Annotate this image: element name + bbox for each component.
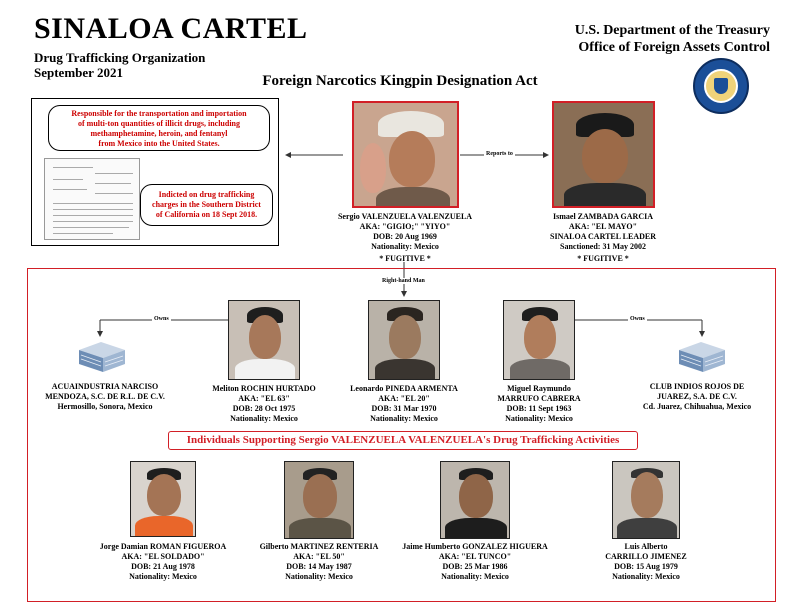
associate-info — [334, 384, 474, 424]
leader-photo — [552, 101, 655, 208]
supporter-photo — [284, 461, 354, 539]
supporter-nationality: Nationality: Mexico — [441, 572, 509, 581]
leader-role: SINALOA CARTEL LEADER — [550, 232, 656, 241]
right-hand-label: Right-hand Man — [382, 278, 425, 284]
supporter-nationality: Nationality: Mexico — [612, 572, 680, 581]
supporter-dob: DOB: 14 May 1987 — [286, 562, 352, 571]
responsibility-line: from Mexico into the United States. — [98, 139, 220, 148]
main-subject-photo — [352, 101, 459, 208]
associate-aka: AKA: "EL 20" — [378, 394, 430, 403]
supporter-dob: DOB: 21 Aug 1978 — [131, 562, 195, 571]
supporter-info — [390, 542, 560, 582]
associate-info — [469, 384, 609, 424]
supporter-name: Gilberto MARTINEZ RENTERIA — [259, 542, 379, 551]
company-name: ACUAINDUSTRIA NARCISO — [51, 382, 159, 391]
supporter-name: Jaime Humberto GONZALEZ HIGUERA — [402, 542, 548, 551]
agency-office: Office of Foreign Assets Control — [578, 40, 770, 55]
leader-aka: AKA: "EL MAYO" — [568, 222, 638, 231]
associate-dob: DOB: 11 Sept 1963 — [506, 404, 572, 413]
associate-aka: AKA: "EL 63" — [238, 394, 290, 403]
owns-left-label: Owns — [154, 316, 169, 322]
supporter-photo — [130, 461, 196, 537]
supporter-nationality: Nationality: Mexico — [285, 572, 353, 581]
supporter-name: CARRILLO JIMENEZ — [605, 552, 687, 561]
main-aka: AKA: "GIGIO;" "YIYO" — [359, 222, 451, 231]
supporter-info — [83, 542, 243, 582]
associate-photo — [368, 300, 440, 380]
associate-name: Meliton ROCHIN HURTADO — [212, 384, 316, 393]
supporter-aka: AKA: "EL TUNCO" — [438, 552, 512, 561]
supporter-aka: AKA: "EL 50" — [293, 552, 345, 561]
supporter-info — [244, 542, 394, 582]
leader-fugitive: * FUGITIVE * — [577, 254, 629, 263]
supporter-photo — [440, 461, 510, 539]
company-location: Hermosillo, Sonora, Mexico — [57, 402, 153, 411]
associate-photo — [503, 300, 575, 380]
responsibility-line: methamphetamine, heroin, and fentanyl — [90, 129, 228, 138]
building-icon — [677, 340, 727, 374]
associate-photo — [228, 300, 300, 380]
associate-dob: DOB: 28 Oct 1975 — [232, 404, 296, 413]
associate-name: MARRUFO CABRERA — [497, 394, 581, 403]
subtitle-org: Drug Trafficking Organization — [34, 50, 206, 65]
company-right-info — [622, 382, 772, 412]
company-left-info — [30, 382, 180, 412]
supporter-name: Luis Alberto — [624, 542, 668, 551]
supporter-info — [576, 542, 716, 582]
main-name: Sergio VALENZUELA VALENZUELA — [337, 212, 473, 221]
agency-dept: U.S. Department of the Treasury — [574, 23, 770, 38]
supporter-photo — [612, 461, 680, 539]
building-icon — [77, 340, 127, 374]
supporter-aka: AKA: "EL SOLDADO" — [121, 552, 205, 561]
associate-nationality: Nationality: Mexico — [370, 414, 438, 423]
responsibility-line: of multi-ton quantities of illicit drugs, including — [77, 119, 241, 128]
reports-to-label: Reports to — [486, 151, 513, 157]
main-fugitive: * FUGITIVE * — [379, 254, 431, 263]
main-subject-info — [300, 212, 510, 264]
associate-nationality: Nationality: Mexico — [505, 414, 573, 423]
indictment-line: charges in the Southern District — [152, 200, 261, 209]
page-title: SINALOA CARTEL — [34, 12, 308, 45]
indictment-line: Indicted on drug trafficking — [158, 190, 255, 199]
leader-info — [508, 212, 698, 264]
associate-name: Leonardo PINEDA ARMENTA — [350, 384, 458, 393]
responsibility-line: Responsible for the transportation and importation — [71, 109, 247, 118]
main-nationality: Nationality: Mexico — [371, 242, 439, 251]
act-title: Foreign Narcotics Kingpin Designation Act — [262, 73, 538, 89]
leader-name: Ismael ZAMBADA GARCIA — [553, 212, 653, 221]
associate-name: Miguel Raymundo — [507, 384, 571, 393]
subtitle-date: September 2021 — [34, 65, 123, 80]
leader-sanctioned: Sanctioned: 31 May 2002 — [560, 242, 646, 251]
associate-nationality: Nationality: Mexico — [230, 414, 298, 423]
owns-right-label: Owns — [630, 316, 645, 322]
company-location: Cd. Juarez, Chihuahua, Mexico — [642, 402, 752, 411]
responsibility-note — [48, 105, 270, 151]
associate-info — [194, 384, 334, 424]
company-name: JUAREZ, S.A. DE C.V. — [657, 392, 737, 401]
supporter-name: Jorge Damian ROMAN FIGUEROA — [99, 542, 227, 551]
company-name: CLUB INDIOS ROJOS DE — [649, 382, 745, 391]
company-name: MENDOZA, S.C. DE R.L. DE C.V. — [45, 392, 165, 401]
main-dob: DOB: 20 Aug 1969 — [373, 232, 437, 241]
supporter-dob: DOB: 15 Aug 1979 — [614, 562, 678, 571]
associate-dob: DOB: 31 Mar 1970 — [371, 404, 437, 413]
supporters-header: Individuals Supporting Sergio VALENZUELA VALENZUELA's Drug Trafficking Activities — [168, 431, 638, 450]
indictment-line: of California on 18 Sept 2018. — [155, 210, 258, 219]
supporter-dob: DOB: 25 Mar 1986 — [442, 562, 508, 571]
supporter-nationality: Nationality: Mexico — [129, 572, 197, 581]
indictment-document-image — [44, 158, 140, 240]
indictment-note — [140, 184, 273, 226]
